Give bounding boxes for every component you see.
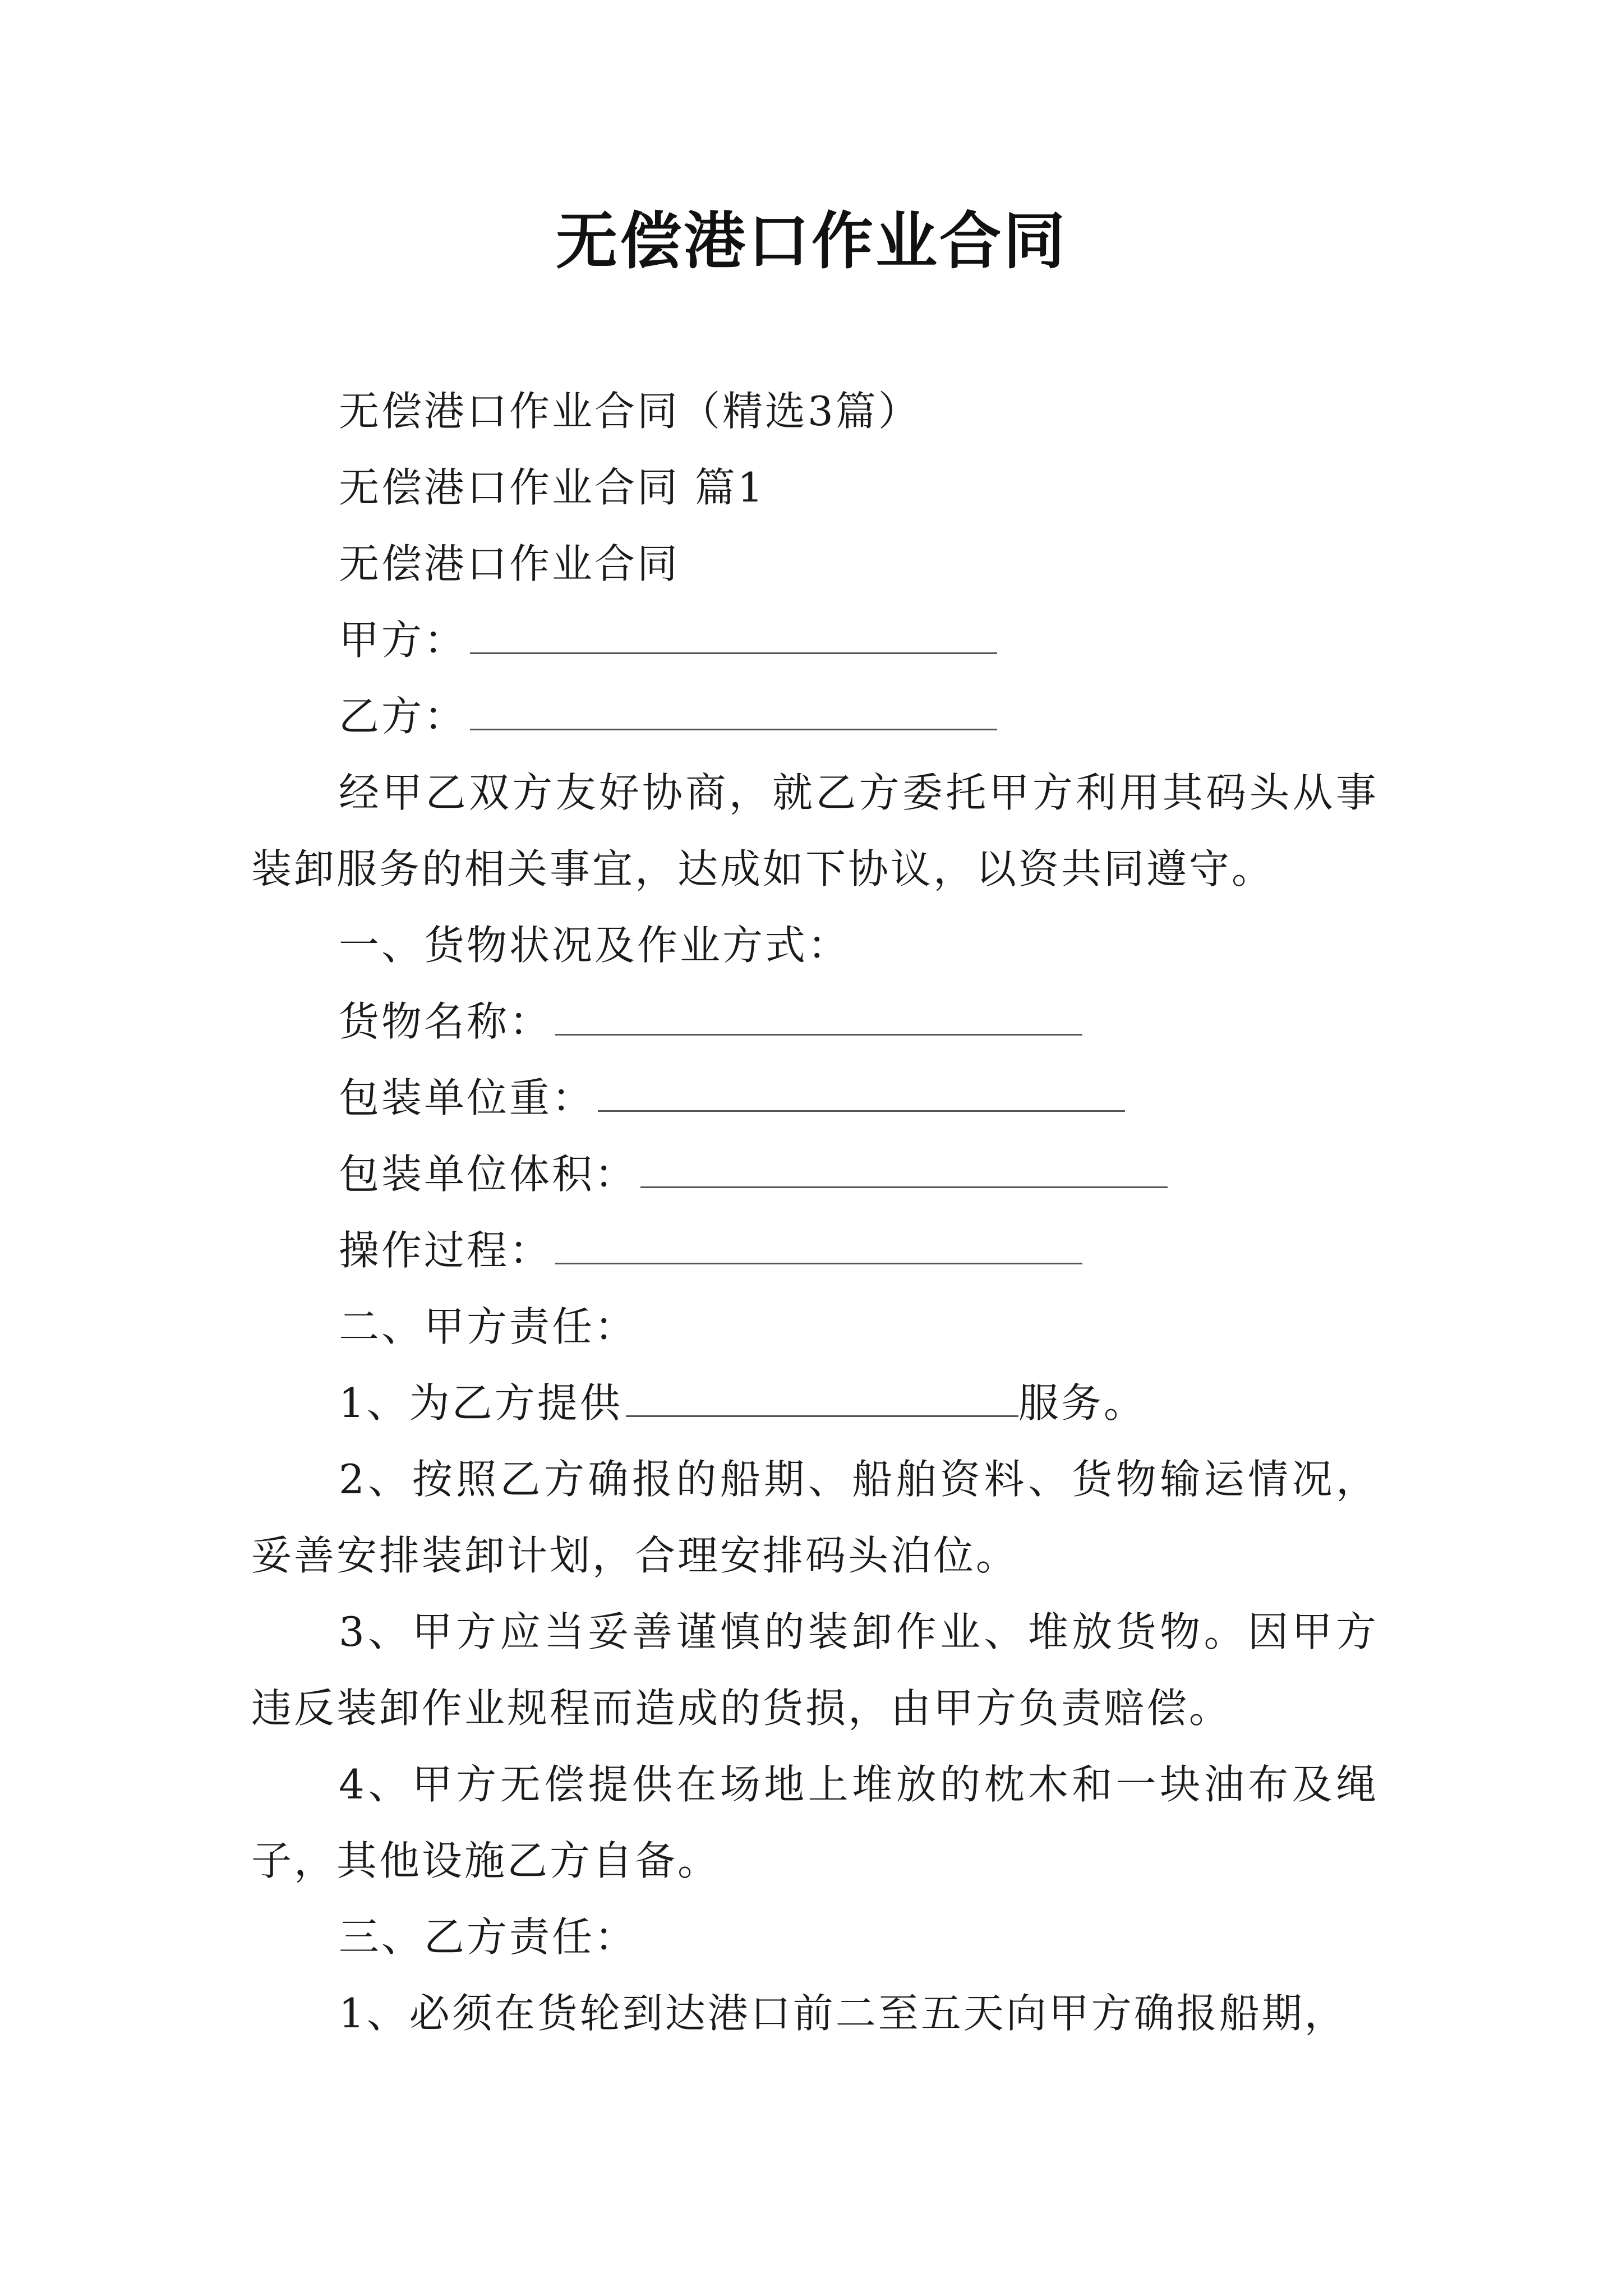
process-line: [251, 1212, 1378, 1289]
goods-name-label: 货物名称：: [339, 998, 552, 1045]
clause-b1: 1、必须在货轮到达港口前二至五天向甲方确报船期，: [339, 1990, 1347, 2037]
pack-volume-blank: [640, 1149, 1168, 1188]
clause-a1: [251, 1365, 1378, 1441]
goods-name-line: [251, 983, 1378, 1060]
pack-volume-line: [251, 1136, 1378, 1212]
intro-paragraph: 经甲乙双方友好协商，就乙方委托甲方利用其码头从事装卸服务的相关事宜，达成如下协议，以资共同遵守。: [251, 769, 1378, 892]
document-body: [251, 373, 1378, 2051]
goods-name-blank: [555, 997, 1082, 1036]
document-title: 无偿港口作业合同: [556, 205, 1067, 277]
subtitle-part: 无偿港口作业合同 篇1: [339, 464, 766, 511]
service-blank: [626, 1378, 1018, 1417]
pack-weight-label: 包装单位重：: [339, 1074, 595, 1121]
party-b-label: 乙方：: [339, 693, 467, 740]
pack-volume-label: 包装单位体积：: [339, 1151, 638, 1198]
party-a-line: [251, 602, 1378, 678]
clause-a1-post: 服务。: [1018, 1379, 1146, 1427]
pack-weight-blank: [598, 1073, 1125, 1112]
contract-heading: 无偿港口作业合同: [339, 540, 680, 587]
clause-a3: 3、甲方应当妥善谨慎的装卸作业、堆放货物。因甲方违反装卸作业规程而造成的货损，由甲方负责赔偿。: [251, 1608, 1378, 1732]
party-a-blank: [470, 615, 997, 654]
section-1-heading: 一、货物状况及作业方式：: [339, 922, 851, 969]
party-a-label: 甲方：: [339, 616, 467, 664]
section-2-heading: 二、甲方责任：: [339, 1303, 638, 1350]
section-3-heading: 三、乙方责任：: [339, 1913, 638, 1961]
party-b-blank: [470, 692, 997, 730]
subtitle-collection: 无偿港口作业合同（精选3篇）: [339, 388, 921, 435]
clause-a2: 2、按照乙方确报的船期、船舶资料、货物输运情况，妥善安排装卸计划，合理安排码头泊位。: [251, 1456, 1378, 1579]
clause-a4: 4、甲方无偿提供在场地上堆放的枕木和一块油布及绳子，其他设施乙方自备。: [251, 1761, 1378, 1884]
pack-weight-line: [251, 1060, 1378, 1136]
clause-a1-pre: 1、为乙方提供: [339, 1379, 623, 1427]
process-blank: [555, 1226, 1082, 1264]
process-label: 操作过程：: [339, 1227, 552, 1274]
party-b-line: [251, 678, 1378, 754]
